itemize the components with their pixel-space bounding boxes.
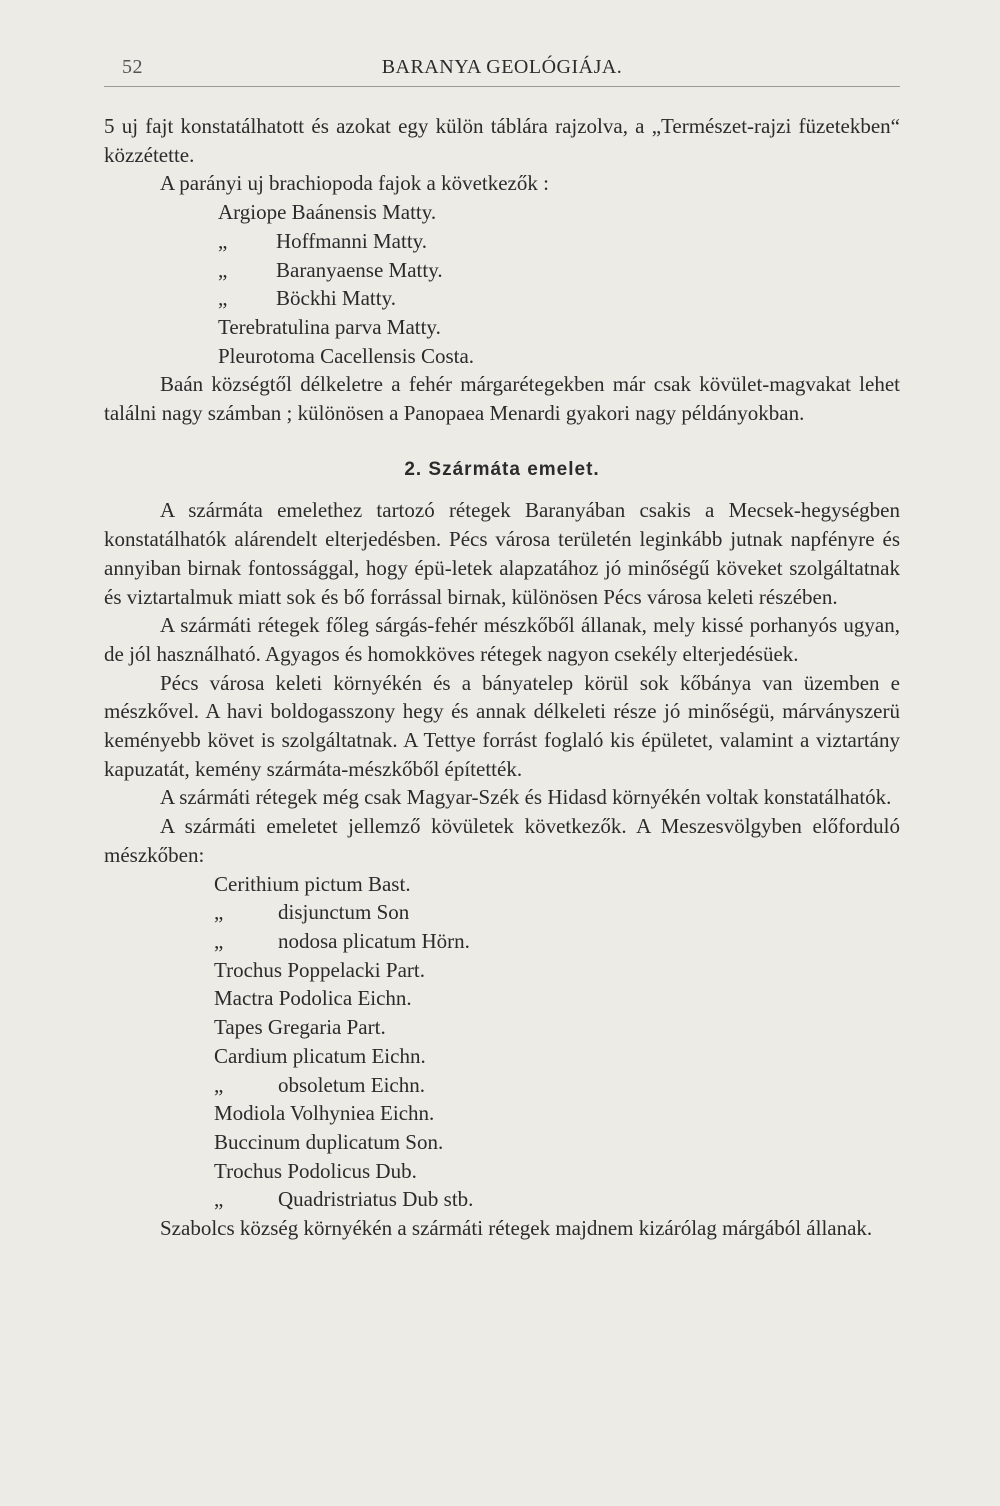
list-item: „ obsoletum Eichn. [214, 1072, 425, 1097]
intro-paragraph: 5 uj fajt konstatálhatott és azokat egy külön táblára rajzolva, a „Természet-rajzi füzetekben“ közzétette. [104, 114, 900, 167]
list-item: Tapes Gregaria Part. [214, 1015, 386, 1040]
list-item: Mactra Podolica Eichn. [214, 986, 412, 1011]
list-intro: A parányi uj brachiopoda fajok a következők : [160, 171, 549, 196]
list-item: „ Böckhi Matty. [218, 286, 396, 311]
fossil-list [104, 870, 900, 1214]
list-item: „ Hoffmanni Matty. [218, 228, 428, 253]
page-header [104, 56, 900, 87]
list-item: Trochus Poppelacki Part. [214, 957, 425, 982]
list-item: „ nodosa plicatum Hörn. [214, 928, 470, 953]
list-item: Terebratulina parva Matty. [218, 314, 441, 339]
section1-closing-paragraph: Baán községtől délkeletre a fehér márgarétegekben már csak kövület-magvakat lehet találni nagy számban ; különösen a Panopaea Menardi gyakori nagy példányokban. [104, 372, 900, 426]
list-item: Buccinum duplicatum Son. [214, 1129, 444, 1154]
closing-paragraph: Szabolcs község környékén a szármáti rétegek majdnem kizárólag márgából állanak. [160, 1216, 873, 1241]
page-body [104, 112, 900, 1243]
running-title: BARANYA GEOLÓGIÁJA. [381, 56, 623, 78]
list-item: Argiope Baánensis Matty. [218, 200, 437, 225]
list-item: „ disjunctum Son [214, 900, 410, 925]
paragraph: A szármáti emeletet jellemző kövületek következők. A Meszesvölgyben előforduló mészkőben: [104, 814, 900, 867]
list-item: „ Baranyaense Matty. [218, 257, 443, 282]
paragraph: Pécs városa keleti környékén és a bányatelep körül sok kőbánya van üzemben e mészkővel. A havi boldogasszony hegy és annak délkeleti része jó minőségü, márványszerü keményebb követ is szolgáltatnak. A Tettye forrást foglaló kis épületet, valamint a viztartány kapuzatát, kemény szármáta-mészkőből építették. [104, 670, 900, 781]
list-item: Cardium plicatum Eichn. [214, 1043, 426, 1068]
list-item: Cerithium pictum Bast. [214, 871, 411, 896]
list-item: Modiola Volhyniea Eichn. [214, 1101, 435, 1126]
list-item: Trochus Podolicus Dub. [214, 1158, 417, 1183]
paragraph: A szármáta emelethez tartozó rétegek Baranyában csakis a Mecsek-hegységben konstatálhatók alárendelt elterjedésben. Pécs városa területén leginkább jutnak napfényre és annyiban birnak fontossággal, hogy épü-letek alapzatához jó minőségű köveket szolgáltatnak és viztartalmuk miatt sok és bő forrással birnak, különösen Pécs városa keleti részében. [104, 498, 900, 609]
species-list [104, 198, 900, 370]
list-item: Pleurotoma Cacellensis Costa. [218, 343, 475, 368]
paragraph: A szármáti rétegek még csak Magyar-Szék és Hidasd környékén voltak konstatálhatók. [160, 785, 892, 810]
section-heading: 2. Szármáta emelet. [404, 458, 600, 480]
paragraph: A szármáti rétegek főleg sárgás-fehér mészkőből állanak, mely kissé porhanyós ugyan, de jól használható. Agyagos és homokköves rétegek nagyon csekély elterjedésüek. [104, 613, 900, 666]
page-number: 52 [122, 56, 143, 78]
list-item: „ Quadristriatus Dub stb. [214, 1187, 474, 1212]
